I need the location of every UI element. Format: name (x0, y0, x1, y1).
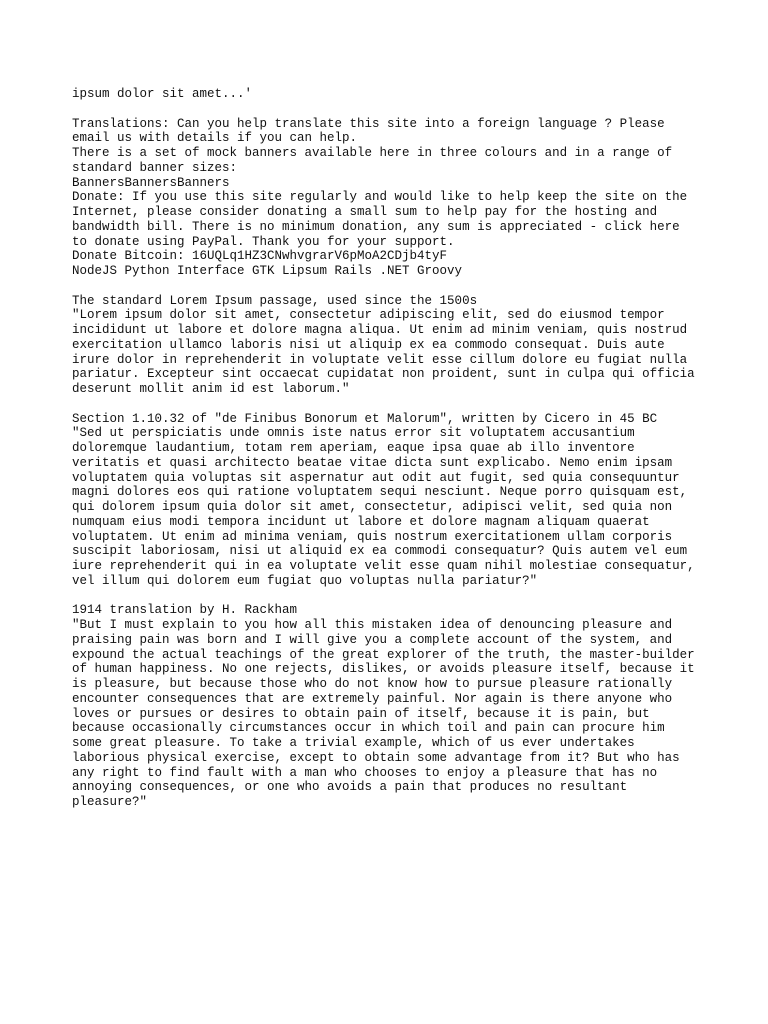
intro-end-paragraph (72, 87, 712, 102)
text-line: pleasure?" (72, 795, 148, 809)
blank-line (72, 589, 712, 604)
text-line: standard banner sizes: (72, 160, 238, 175)
section-heading: 1914 translation by H. Rackham (72, 603, 298, 618)
text-line: iure reprehenderit qui in ea voluptate velit esse quam nihil molestiae consequatur, (72, 559, 695, 573)
text-line: suscipit laboriosam, nisi ut aliquid ex ea commodi consequatur? Quis autem vel eum (72, 544, 688, 559)
text-line: to donate using PayPal. Thank you for your support. (72, 234, 455, 249)
text-line: is pleasure, but because those who do not know how to pursue pleasure rationally (72, 677, 673, 691)
text-line: vel illum qui dolorem eum fugiat quo voluptas nulla pariatur?" (72, 573, 538, 588)
section-heading: The standard Lorem Ipsum passage, used since the 1500s (72, 293, 478, 308)
text-line: pariatur. Excepteur sint occaecat cupidatat non proident, sunt in culpa qui officia (72, 367, 695, 382)
text-line: Donate: If you use this site regularly and would like to help keep the site on the (72, 190, 688, 205)
bitcoin-line: Donate Bitcoin: 16UQLq1HZ3CNwhvgrarV6pMoA2CDjb4tyF (72, 249, 448, 264)
text-line: irure dolor in reprehenderit in voluptate velit esse cillum dolore eu fugiat nulla (72, 352, 688, 367)
text-line: because occasionally circumstances occur in which toil and pain can procure him (72, 721, 665, 736)
text-line: ipsum dolor sit amet...' (72, 87, 253, 101)
text-line: doloremque laudantium, totam rem aperiam, eaque ipsa quae ab illo inventore (72, 441, 635, 455)
standard-passage-paragraph (72, 294, 712, 397)
text-line: bandwidth bill. There is no minimum donation, any sum is appreciated - click here (72, 219, 680, 234)
text-line: some great pleasure. To take a trivial example, which of us ever undertakes (72, 736, 635, 750)
text-line: veritatis et quasi architecto beatae vitae dicta sunt explicabo. Nemo enim ipsam (72, 455, 673, 470)
text-line: magni dolores eos qui ratione voluptatem sequi nesciunt. Neque porro quisquam est, (72, 485, 688, 500)
text-line: loves or pursues or desires to obtain pain of itself, because it is pain, but (72, 706, 650, 721)
blank-line (72, 397, 712, 412)
blank-line (72, 102, 712, 117)
text-line: "Lorem ipsum dolor sit amet, consectetur adipiscing elit, sed do eiusmod tempor (72, 308, 665, 323)
text-line: qui dolorem ipsum quia dolor sit amet, consectetur, adipisci velit, sed quia non (72, 500, 673, 514)
text-line: Internet, please consider donating a small sum to help pay for the hosting and (72, 205, 658, 219)
text-line: expound the actual teachings of the great explorer of the truth, the master-builder (72, 647, 695, 662)
text-line: any right to find fault with a man who chooses to enjoy a pleasure that has no (72, 765, 658, 780)
blank-line (72, 279, 712, 294)
text-line: email us with details if you can help. (72, 131, 358, 146)
text-line: deserunt mollit anim id est laborum." (72, 382, 350, 396)
text-line: praising pain was born and I will give you a complete account of the system, and (72, 632, 673, 647)
text-line: There is a set of mock banners available here in three colours and in a range of (72, 146, 673, 160)
text-line: encounter consequences that are extremely painful. Nor again is there anyone who (72, 691, 673, 706)
text-line: laborious physical exercise, except to obtain some advantage from it? But who has (72, 750, 680, 765)
section-heading: Section 1.10.32 of "de Finibus Bonorum et Malorum", written by Cicero in 45 BC (72, 411, 658, 426)
text-line: annoying consequences, or one who avoids a pain that produces no resultant (72, 780, 628, 795)
text-line: "But I must explain to you how all this mistaken idea of denouncing pleasure and (72, 618, 673, 632)
cicero-section-paragraph (72, 412, 712, 589)
text-line: of human happiness. No one rejects, dislikes, or avoids pleasure itself, because it (72, 662, 695, 677)
text-line: numquam eius modi tempora incidunt ut labore et dolore magnam aliquam quaerat (72, 514, 650, 529)
text-line: Translations: Can you help translate this site into a foreign language ? Please (72, 116, 665, 131)
platforms-line: NodeJS Python Interface GTK Lipsum Rails .NET Groovy (72, 264, 463, 278)
text-line: incididunt ut labore et dolore magna aliqua. Ut enim ad minim veniam, quis nostrud (72, 323, 688, 337)
text-line: voluptatem. Ut enim ad minima veniam, quis nostrum exercitationem ullam corporis (72, 529, 673, 544)
rackham-translation-paragraph (72, 603, 712, 810)
banners-line: BannersBannersBanners (72, 175, 230, 190)
text-line: exercitation ullamco laboris nisi ut aliquip ex ea commodo consequat. Duis aute (72, 337, 665, 352)
text-line: "Sed ut perspiciatis unde omnis iste natus error sit voluptatem accusantium (72, 426, 635, 441)
info-paragraph (72, 117, 712, 279)
document-body (72, 87, 712, 810)
text-line: voluptatem quia voluptas sit aspernatur aut odit aut fugit, sed quia consequuntur (72, 470, 680, 485)
